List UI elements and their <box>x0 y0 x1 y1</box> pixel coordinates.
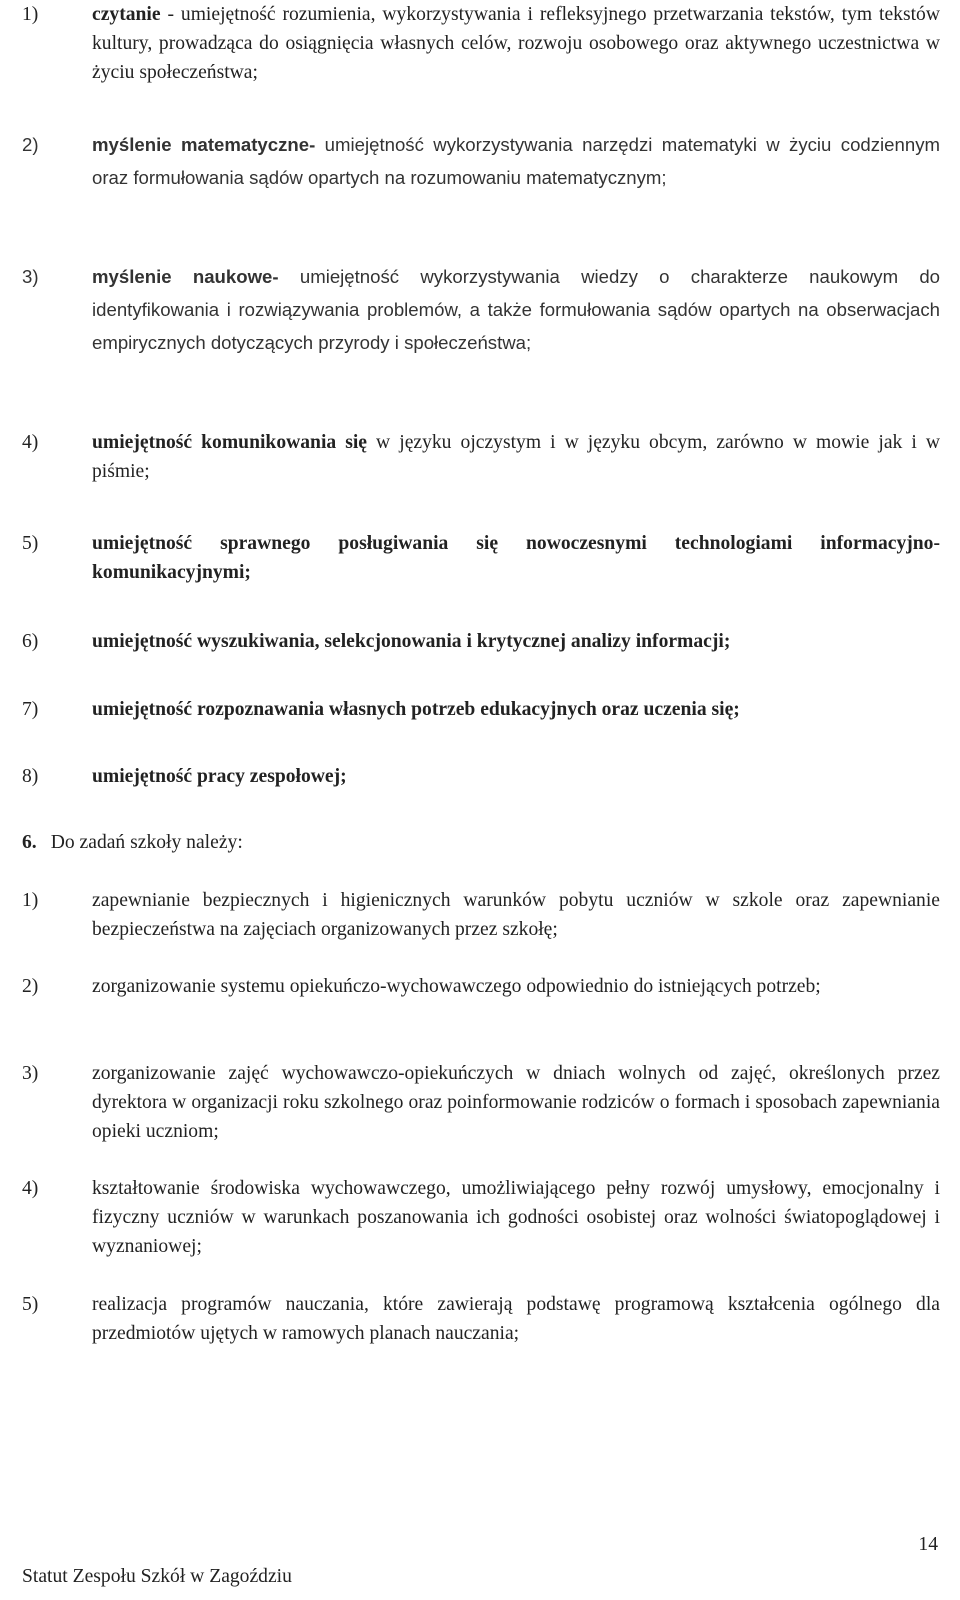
list-a-item-3 <box>22 260 940 359</box>
list-a-item-5 <box>22 529 940 587</box>
list-a-item-6 <box>22 627 940 656</box>
item-number: 4) <box>22 1178 39 1199</box>
list-b-item-3 <box>22 1059 940 1146</box>
item-number: 3) <box>22 1063 39 1084</box>
item-number: 5) <box>22 533 39 554</box>
item-number: 4) <box>22 432 39 453</box>
item-number: 8) <box>22 766 39 787</box>
item-term: umiejętność komunikowania się <box>92 432 368 453</box>
item-number: 1) <box>22 4 39 25</box>
item-text: zorganizowanie zajęć wychowawczo-opiekuńczych w dniach wolnych od zajęć, określonych przez dyrektora w organizacji roku szkolnego oraz poinformowanie rodziców o formach i sposobach zapewniania opieki uczniom; <box>92 1063 940 1142</box>
item-text: umiejętność wykorzystywania narzędzi matematyki w życiu codziennym oraz formułowania sądów opartych na rozumowaniu matematycznym; <box>92 134 940 188</box>
item-term: umiejętność sprawnego posługiwania się nowoczesnymi technologiami informacyjno-komunikacyjnymi; <box>92 533 940 583</box>
list-b-item-4 <box>22 1174 940 1261</box>
list-b-item-1 <box>22 886 940 944</box>
list-b-item-5 <box>22 1290 940 1348</box>
item-text: umiejętność wykorzystywania wiedzy o charakterze naukowym do identyfikowania i rozwiązywania problemów, a także formułowania sądów opartych na obserwacjach empirycznych dotyczących przyrody i społeczeństwa; <box>92 266 940 353</box>
item-text: zapewnianie bezpiecznych i higienicznych warunków pobytu uczniów w szkole oraz zapewnianie bezpieczeństwa na zajęciach organizowanych przez szkołę; <box>92 890 940 940</box>
item-term: czytanie <box>92 4 161 25</box>
item-number: 2) <box>22 976 39 997</box>
list-a-item-2 <box>22 128 940 194</box>
item-number: 1) <box>22 890 39 911</box>
item-text: kształtowanie środowiska wychowawczego, umożliwiającego pełny rozwój umysłowy, emocjonalny i fizyczny uczniów w warunkach poszanowania ich godności osobistej oraz wolności światopoglądowej i wyznaniowej; <box>92 1178 940 1257</box>
item-term: umiejętność wyszukiwania, selekcjonowania i krytycznej analizy informacji; <box>92 631 731 652</box>
item-number: 2) <box>22 134 39 155</box>
item-number: 7) <box>22 699 39 720</box>
item-text: - umiejętność rozumienia, wykorzystywania i refleksyjnego przetwarzania tekstów, tym tekstów kultury, prowadząca do osiągnięcia własnych celów, rozwoju osobowego oraz aktywnego uczestnictwa w życiu społeczeństwa; <box>92 4 940 83</box>
item-term: myślenie matematyczne- <box>92 134 316 155</box>
list-b-item-2 <box>22 972 940 1001</box>
item-text: zorganizowanie systemu opiekuńczo-wychowawczego odpowiednio do istniejących potrzeb; <box>92 976 821 997</box>
list-a-item-1 <box>22 0 940 87</box>
list-a-item-7 <box>22 695 940 724</box>
list-a-item-8 <box>22 762 940 791</box>
page-footer: Statut Zespołu Szkół w Zagoździu <box>22 1566 292 1587</box>
item-number: 5) <box>22 1294 39 1315</box>
item-term: myślenie naukowe- <box>92 266 279 287</box>
section-title: Do zadań szkoły należy: <box>50 832 243 853</box>
item-term: umiejętność rozpoznawania własnych potrzeb edukacyjnych oraz uczenia się; <box>92 699 740 720</box>
list-a-item-4 <box>22 428 940 486</box>
item-number: 6) <box>22 631 39 652</box>
item-number: 3) <box>22 266 39 287</box>
page-number: 14 <box>918 1534 938 1555</box>
section-heading <box>22 828 243 857</box>
item-text: realizacja programów nauczania, które zawierają podstawę programową kształcenia ogólnego dla przedmiotów ujętych w ramowych planach nauczania; <box>92 1294 940 1344</box>
section-number: 6. <box>22 832 37 853</box>
item-text: w języku ojczystym i w języku obcym, zarówno w mowie jak i w piśmie; <box>92 432 940 482</box>
item-term: umiejętność pracy zespołowej; <box>92 766 347 787</box>
